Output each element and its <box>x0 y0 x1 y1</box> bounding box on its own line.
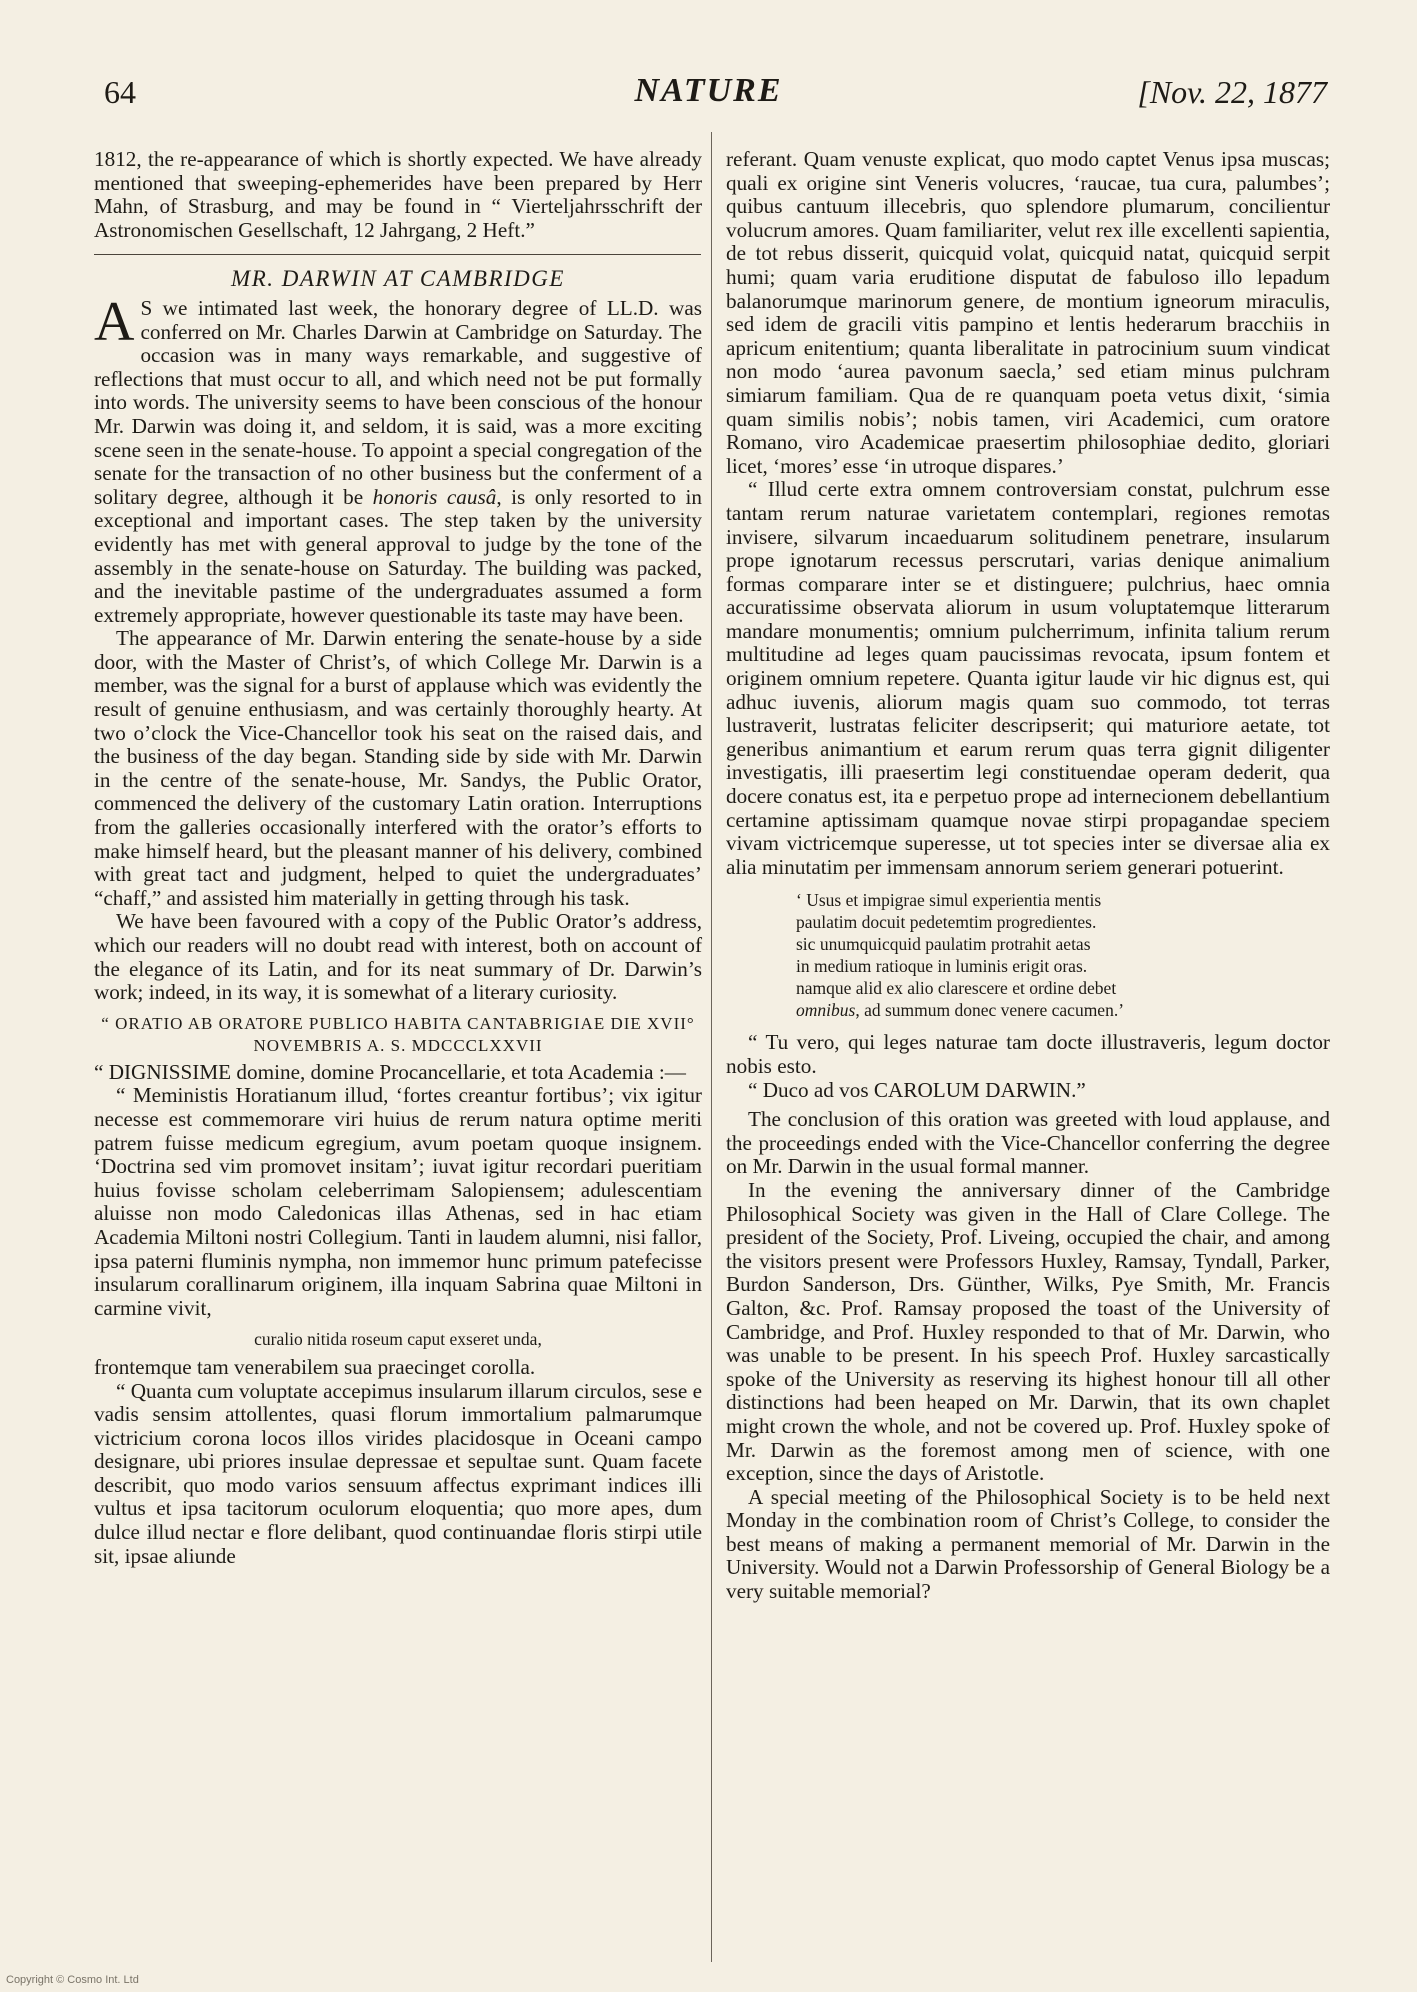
page-header <box>0 72 1417 122</box>
verse-line: ‘ Usus et impigrae simul experientia mentis <box>796 890 1102 911</box>
article-paragraph-6: A special meeting of the Philosophical Society is to be held next Monday in the combination room of Christ’s College, to consider the best means of making a permanent memorial of Mr. Darwin in the University. Would not a Darwin Professorship of General Biology be a very suitable memorial? <box>726 1484 1330 1604</box>
article-paragraph-3: We have been favoured with a copy of the Public Orator’s address, which our readers will no doubt read with interest, both on account of the elegance of its Latin, and for its neat summary of Dr. Darwin’s work; indeed, in its way, it is somewhat of a literary curiosity. <box>94 909 702 1005</box>
verse-line: namque alid ex alio clarescere et ordine debet <box>796 978 1117 999</box>
journal-title: NATURE <box>634 72 783 109</box>
column-divider <box>711 132 712 1962</box>
left-column <box>94 148 702 1568</box>
page-number: 64 <box>104 74 136 110</box>
oration-paragraph-4: “ Tu vero, qui leges naturae tam docte illustraveris, legum doctor nobis esto. <box>726 1030 1330 1078</box>
article-paragraph-2: The appearance of Mr. Darwin entering the senate-house by a side door, with the Master of Christ’s, of which College Mr. Darwin is a member, was the signal for a burst of applause which was evidently the result of genuine enthusiasm, and was certainly thoroughly hearty. At two o’clock the Vice-Chancellor took his seat on the raised dais, and the business of the day began. Standing side by side with Mr. Darwin in the centre of the senate-house, Mr. Sandys, the Public Orator, commenced the delivery of the customary Latin oration. Interruptions from the galleries occasionally interfered with the orator’s efforts to make himself heard, but the pleasant manner of his delivery, combined with great tact and judgment, helped to quiet the undergraduates’ “chaff,” and assisted him materially in getting through his task. <box>94 626 702 910</box>
section-title: MR. DARWIN AT CAMBRIDGE <box>231 266 565 292</box>
oration-heading: “ ORATIO AB ORATORE PUBLICO HABITA CANTABRIGIAE DIE XVII° NOVEMBRIS A. S. MDCCCLXXVII <box>101 1013 695 1055</box>
intro-paragraph: 1812, the re-appearance of which is shortly expected. We have already mentioned that sweeping-ephemerides have been prepared by Herr Mahn, of Strasburg, and may be found in “ Vierteljahrsschrift der Astronomischen Gesellschaft, 12 Jahrgang, 2 Heft.” <box>94 147 702 242</box>
oration-paragraph-2-cont: referant. Quam venuste explicat, quo modo captet Venus ipsa muscas; quali ex origine sint Veneris volucres, ‘raucae, tua cura, palumbes’; quibus cantuum illecebris, quo splendore plumarum, concilientur volucrum amores. Quam familiariter, velut rex ille excellenti sapientia, de tot rebus disserit, quicquid volat, quicquid natat, quicquid serpit humi; quam varia eruditione disputat de fabuloso illo lepadum balanorumque marinorum genere, de montium igneorum miraculis, sed idem de gracili vitis pampino et lentis hederarum bracchiis in apricum enitentium; quanta liberalitate in patrocinium suum vindicat non modo ‘aurea pavonum saecla,’ sed etiam minus pulchram simiarum familiam. Qua de re quanquam poeta vetus dixit, ‘simia quam similis nobis’; nobis tamen, viri Academici, cum oratore Romano, viro Academicae praesertim philosophiae dedito, gloriari licet, ‘mores’ esse ‘in utroque dispares.’ <box>726 147 1330 478</box>
oration-closing: “ Duco ad vos CAROLUM DARWIN.” <box>748 1077 1086 1102</box>
verse-line: paulatim docuit pedetemtim progredientes. <box>796 912 1097 933</box>
oration-paragraph-1-end: frontemque tam venerabilem sua praecinget corolla. <box>94 1354 536 1379</box>
article-paragraph-1: A S we intimated last week, the honorary degree of LL.D. was conferred on Mr. Charles Darwin at Cambridge on Saturday. The occasion was in many ways remarkable, and suggestive of reflections that must occur to all, and which need not be put formally into words. The university seems to have been conscious of the honour Mr. Darwin was doing it, and seldom, it is said, was a more exciting scene seen in the senate-house. To appoint a special congregation of the senate for the transaction of no other business but the conferment of a solitary degree, although it be honoris causâ, is only resorted to in exceptional and important cases. The step taken by the university evidently has met with general approval to judge by the tone of the assembly in the senate-house on Saturday. The building was packed, and the inevitable pastime of the undergraduates assumed a form extremely appropriate, however questionable its taste may have been. <box>94 290 703 627</box>
verse-block <box>796 889 1330 1021</box>
issue-date: [Nov. 22, 1877 <box>1137 74 1327 110</box>
verse-quote: curalio nitida roseum caput exseret unda, <box>254 1329 542 1350</box>
article-paragraph-4: The conclusion of this oration was greeted with loud applause, and the proceedings ended with the Vice-Chancellor conferring the degree on Mr. Darwin in the usual formal manner. <box>726 1107 1330 1179</box>
oration-paragraph-3: “ Illud certe extra omnem controversiam constat, pulchrum esse tantam rerum naturae varietatem contemplari, regiones remotas invisere, silvarum incaeduarum solitudinem penetrare, insularum prope ignotarum recessus perscrutari, varias denique animalium formas comparare inter se et distinguere; pulchrius, haec omnia accuratissime observata aliorum in usum voluptatemque litterarum mandare monumentis; omnium pulcherrimum, infinita talium rerum multitudine ad leges quam paucissimas revocata, ipsum fontem et originem omnium repetere. Quanta igitur laude vir hic dignus est, qui adhuc iuvenis, aliorum magis quam suo commodo, tot terras lustraverit, lustratas feliciter descripserit; qui maturiore aetate, tot generibus animantium et earum rerum quas terra gignit diligenter investigatis, illi praesertim legi constituendae operam dederit, qua docere conatus est, ita e perpetuo prope ad internecionem debellantium certamine aptissimam quamque novae stirpi propagandae speciem vivam victricemque superesse, ut tot species inter se diversae alia ex alia minutatim per immensam annorum seriem generari potuerint. <box>726 477 1330 879</box>
oration-paragraph-1: “ Meministis Horatianum illud, ‘fortes creantur fortibus’; vix igitur necesse est commemorare viri huius de rerum natura optime meriti patrem fuisse medicum egregium, avum poetam quoque insignem. ‘Doctrina sed vim promovet insitam’; iuvat igitur recordari pueritiam huius fovisse scholam celeberrimam Salopiensem; adulescentiam aluisse non modo Caledonicas illas Athenas, sed in hac etiam Academia Miltoni nostri Collegium. Tanti in laudem alumni, nisi fallor, ipsa paterni fluminis nympha, non immemor hunc primum patefecisse insularum corallinarum originem, illa inquam Sabrina quae Miltoni in carmine vivit, <box>94 1083 702 1320</box>
verse-line: sic unumquicquid paulatim protrahit aetas <box>796 934 1091 955</box>
drop-cap: A <box>94 290 135 353</box>
article-paragraph-5: In the evening the anniversary dinner of the Cambridge Philosophical Society was given in the Hall of Clare College. The president of the Society, Prof. Liveing, occupied the chair, and among the visitors present were Professors Huxley, Ramsay, Tyndall, Parker, Burdon Sanderson, Drs. Günther, Wilks, Pye Smith, Mr. Francis Galton, &c. Prof. Ramsay proposed the toast of the University of Cambridge, and Prof. Huxley responded to that of Mr. Darwin, who was unable to be present. In his speech Prof. Huxley sarcastically spoke of the University as reserving its highest honour till all other distinctions had been heaped on Mr. Darwin, that its own chaplet might crown the whole, and not be covered up. Prof. Huxley spoke of Mr. Darwin as the foremost among men of science, with one exception, since the days of Aristotle. <box>726 1177 1330 1486</box>
section-divider <box>94 254 701 255</box>
oration-paragraph-2: “ Quanta cum voluptate accepimus insularum illarum circulos, sese e vadis sensim attollentes, quasi florum immortalium palmarumque victricium corona locos illos virides placidosque in Oceani campo designare, ubi priores insulae depressae et sepultae sunt. Quam facete describit, quo modo varios sensuum affectus exprimant indices illi vultus et ipsa tacitorum oculorum eloquentia; quo more apes, dum dulce illud nectar e flore delibant, quod continuandae floris stirpi utile sit, ipsae aliunde <box>94 1378 702 1568</box>
verse-line: omnibus, ad summum donec venere cacumen.’ <box>796 1000 1125 1021</box>
oration-salutation: “ DIGNISSIME domine, domine Procancellarie, et tota Academia :— <box>94 1059 686 1084</box>
verse-line: in medium ratioque in luminis erigit oras. <box>796 956 1088 977</box>
right-column <box>726 148 1330 1604</box>
copyright-watermark: Copyright © Cosmo Int. Ltd <box>6 1974 139 1986</box>
